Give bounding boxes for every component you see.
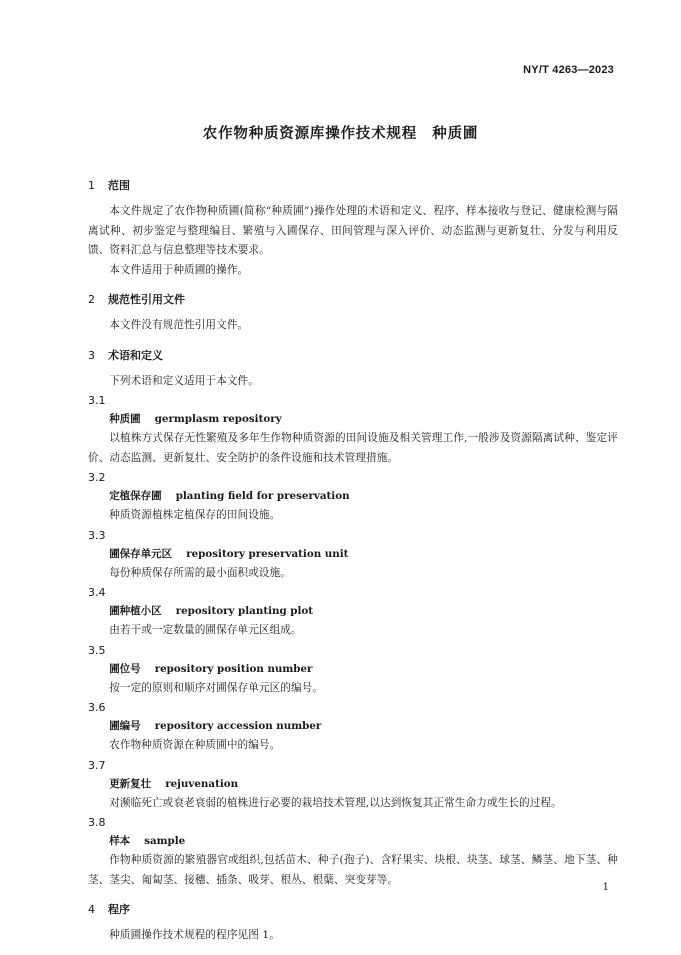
- term-title: [88, 487, 618, 506]
- paragraph: 本文件没有规范性引用文件。: [109, 319, 249, 331]
- term-number: 3.1: [88, 394, 106, 407]
- term-chinese: 定植保存圃: [109, 490, 162, 502]
- term-entry: [88, 468, 618, 526]
- term-chinese: 圃位号: [109, 662, 141, 675]
- term-english: repository accession number: [154, 720, 322, 732]
- term-title: [88, 545, 618, 564]
- section-title: 程序: [108, 903, 130, 916]
- term-title: [88, 602, 618, 621]
- paragraph: 本文件规定了农作物种质圃(简称“种质圃”)操作处理的术语和定义、程序、样本接收与登记、健康检测与隔离试种、初步鉴定与整理编目、繁殖与入圃保存、田间管理与深入评价、动态监测与更新复壮、分发与利用反馈、资料汇总与信息整理等技术要求。: [88, 205, 618, 256]
- document-title: 农作物种质资源库操作技术规程 种质圃: [202, 126, 479, 142]
- paragraph: 本文件适用于种质圃的操作。: [109, 263, 249, 276]
- term-definition: 由若干或一定数量的圃保存单元区组成。: [109, 624, 302, 636]
- term-entry: [88, 526, 618, 584]
- section-number: 1: [88, 179, 95, 192]
- term-title: [88, 410, 618, 429]
- term-number: 3.7: [88, 758, 106, 772]
- term-title: [88, 775, 618, 794]
- term-entry: [88, 756, 618, 814]
- term-english: germplasm repository: [154, 413, 282, 425]
- term-chinese: 更新复壮: [109, 777, 152, 790]
- section-heading-normative-references: [88, 290, 618, 310]
- term-english: repository planting plot: [175, 605, 314, 617]
- term-entry: [88, 698, 618, 756]
- paragraph: 种质圃操作技术规程的程序见图 1。: [109, 929, 280, 941]
- section-title: 规范性引用文件: [108, 293, 185, 306]
- term-definition: 按一定的原则和顺序对圃保存单元区的编号。: [109, 681, 324, 694]
- term-entry: [88, 813, 618, 890]
- term-english: repository position number: [154, 662, 313, 675]
- term-entry: [88, 391, 618, 468]
- term-number: 3.6: [88, 701, 106, 714]
- term-number: 3.3: [88, 528, 106, 542]
- term-number: 3.4: [88, 586, 106, 599]
- term-english: planting field for preservation: [175, 490, 350, 502]
- term-title: [88, 717, 618, 736]
- term-number: 3.2: [88, 471, 106, 484]
- section-number: 4: [88, 903, 95, 916]
- term-definition: 以植株方式保存无性繁殖及多年生作物种质资源的田间设施及相关管理工作,一般涉及资源隔离试种、鉴定评价、动态监测、更新复壮、安全防护的条件设施和技术管理措施。: [88, 432, 618, 464]
- standard-code: NY/T 4263—2023: [523, 64, 614, 76]
- term-entry: [88, 641, 618, 699]
- paragraph: 下列术语和定义适用于本文件。: [109, 374, 259, 387]
- term-chinese: 圃保存单元区: [109, 547, 173, 560]
- page-number: 1: [602, 882, 609, 893]
- term-title: [88, 660, 618, 679]
- section-heading-terms: [88, 346, 618, 366]
- term-entry: [88, 583, 618, 641]
- term-definition: 农作物种质资源在种质圃中的编号。: [109, 739, 281, 751]
- term-number: 3.5: [88, 643, 106, 657]
- section-number: 2: [88, 293, 95, 306]
- section-title: 术语和定义: [108, 348, 163, 362]
- term-chinese: 样本: [109, 835, 131, 847]
- term-number: 3.8: [88, 816, 106, 829]
- term-title: [88, 832, 618, 851]
- document-body: [88, 172, 618, 946]
- term-definition: 对濒临死亡或衰老衰弱的植株进行必要的栽培技术管理,以达到恢复其正常生命力或生长的过程。: [109, 796, 562, 809]
- term-chinese: 圃编号: [109, 720, 141, 732]
- term-chinese: 圃种植小区: [109, 605, 162, 617]
- term-english: repository preservation unit: [186, 547, 349, 560]
- section-heading-procedure: [88, 900, 618, 920]
- term-definition: 种质资源植株定植保存的田间设施。: [109, 509, 281, 521]
- section-number: 3: [88, 348, 95, 362]
- term-chinese: 种质圃: [109, 413, 141, 425]
- term-definition: 每份种质保存所需的最小面积或设施。: [109, 566, 291, 579]
- term-english: sample: [144, 835, 186, 847]
- term-definition: 作物种质资源的繁殖器官或组织,包括苗木、种子(孢子)、含籽果实、块根、块茎、球茎、鳞茎、地下茎、种茎、茎尖、匍匐茎、接穗、插条、吸芽、根丛、根蘖、突变芽等。: [88, 854, 618, 886]
- term-english: rejuvenation: [165, 777, 239, 790]
- section-heading-scope: [88, 176, 618, 196]
- section-title: 范围: [108, 179, 130, 192]
